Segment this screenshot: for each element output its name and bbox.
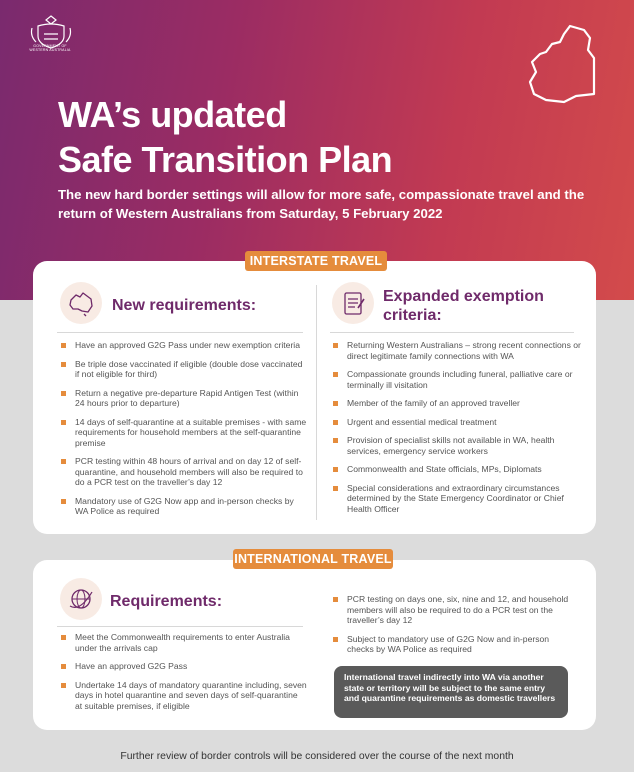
government-crest-icon [28,12,74,64]
globe-plane-icon [60,578,102,620]
list-item: Provision of specialist skills not available in WA, health services, emergency service workers [333,435,581,456]
crest-text-line-1: GOVERNMENT OF [33,44,67,48]
page-title [58,92,392,182]
bullet [333,637,338,642]
heading-line-1: Expanded exemption [383,288,544,305]
title-line-1: WA’s updated [58,94,287,135]
bullet [61,420,66,425]
list-item: Meet the Commonwealth requirements to enter Australia under the arrivals cap [61,632,307,653]
list-item: 14 days of self-quarantine at a suitable premises - with same requirements for household members at the self-quarantine premise [61,417,309,449]
wa-map-outline-icon [524,24,596,104]
interstate-travel-pill: INTERSTATE TRAVEL [245,251,387,271]
expanded-exemption-heading [383,287,544,325]
international-requirements-list-2 [333,594,573,663]
list-item: Special considerations and extraordinary circumstances determined by the State Emergency Coordinator or Chief Health Officer [333,483,581,515]
bullet [61,683,66,688]
bullet [61,343,66,348]
bullet [61,459,66,464]
bullet [61,362,66,367]
requirements-heading: Requirements: [110,593,223,610]
list-item: Return a negative pre-departure Rapid Antigen Test (within 24 hours prior to departure) [61,388,309,409]
clipboard-checklist-icon [332,282,374,324]
list-item: Urgent and essential medical treatment [333,417,581,428]
bullet [333,467,338,472]
australia-map-icon [60,282,102,324]
bullet [333,420,338,425]
new-requirements-list [61,340,309,525]
list-item: Mandatory use of G2G Now app and in-person checks by WA Police as required [61,496,309,517]
page-subtitle: The new hard border settings will allow for more safe, compassionate travel and the return of Western Australians from Saturday, 5 February 2022 [58,187,585,221]
title-line-2: Safe Transition Plan [58,139,393,180]
bullet [333,372,338,377]
list-item: PCR testing within 48 hours of arrival and on day 12 of self-quarantine, and household members will also be required to do a PCR test on the traveller’s day 12 [61,456,309,488]
bullet [61,635,66,640]
crest-caption [25,44,75,52]
heading-line-2: criteria: [383,307,442,324]
bullet [333,343,338,348]
list-item: Commonwealth and State officials, MPs, Diplomats [333,464,581,475]
list-item: Member of the family of an approved traveller [333,398,581,409]
list-item: Have an approved G2G Pass [61,661,307,672]
divider [57,626,303,627]
list-item: PCR testing on days one, six, nine and 12, and household members will also be required to do a PCR test on the traveller’s day 12 [333,594,573,626]
international-travel-pill: INTERNATIONAL TRAVEL [233,549,393,569]
footer-note: Further review of border controls will be considered over the course of the next month [120,751,514,762]
divider [330,332,574,333]
column-divider [316,285,317,520]
bullet [61,391,66,396]
list-item: Be triple dose vaccinated if eligible (double dose vaccinated if not eligible for third) [61,359,309,380]
bullet [333,597,338,602]
list-item: Compassionate grounds including funeral, palliative care or terminally ill visitation [333,369,581,390]
list-item: Undertake 14 days of mandatory quarantine including, seven days in hotel quarantine and seven days of self-quarantine at suitable premises, if eligible [61,680,307,712]
list-item: Subject to mandatory use of G2G Now and in-person checks by WA Police as required [333,634,573,655]
list-item: Have an approved G2G Pass under new exemption criteria [61,340,309,351]
bullet [333,438,338,443]
exemption-criteria-list [333,340,581,522]
crest-text-line-2: WESTERN AUSTRALIA [29,48,71,52]
bullet [333,401,338,406]
divider [57,332,303,333]
bullet [61,499,66,504]
new-requirements-heading: New requirements: [112,297,257,314]
bullet [333,486,338,491]
list-item: Returning Western Australians – strong recent connections or direct legitimate family connections with WA [333,340,581,361]
international-requirements-list [61,632,307,719]
indirect-travel-note: International travel indirectly into WA via another state or territory will be subject to the same entry and quarantine requirements as domestic travellers [334,666,568,718]
bullet [61,664,66,669]
